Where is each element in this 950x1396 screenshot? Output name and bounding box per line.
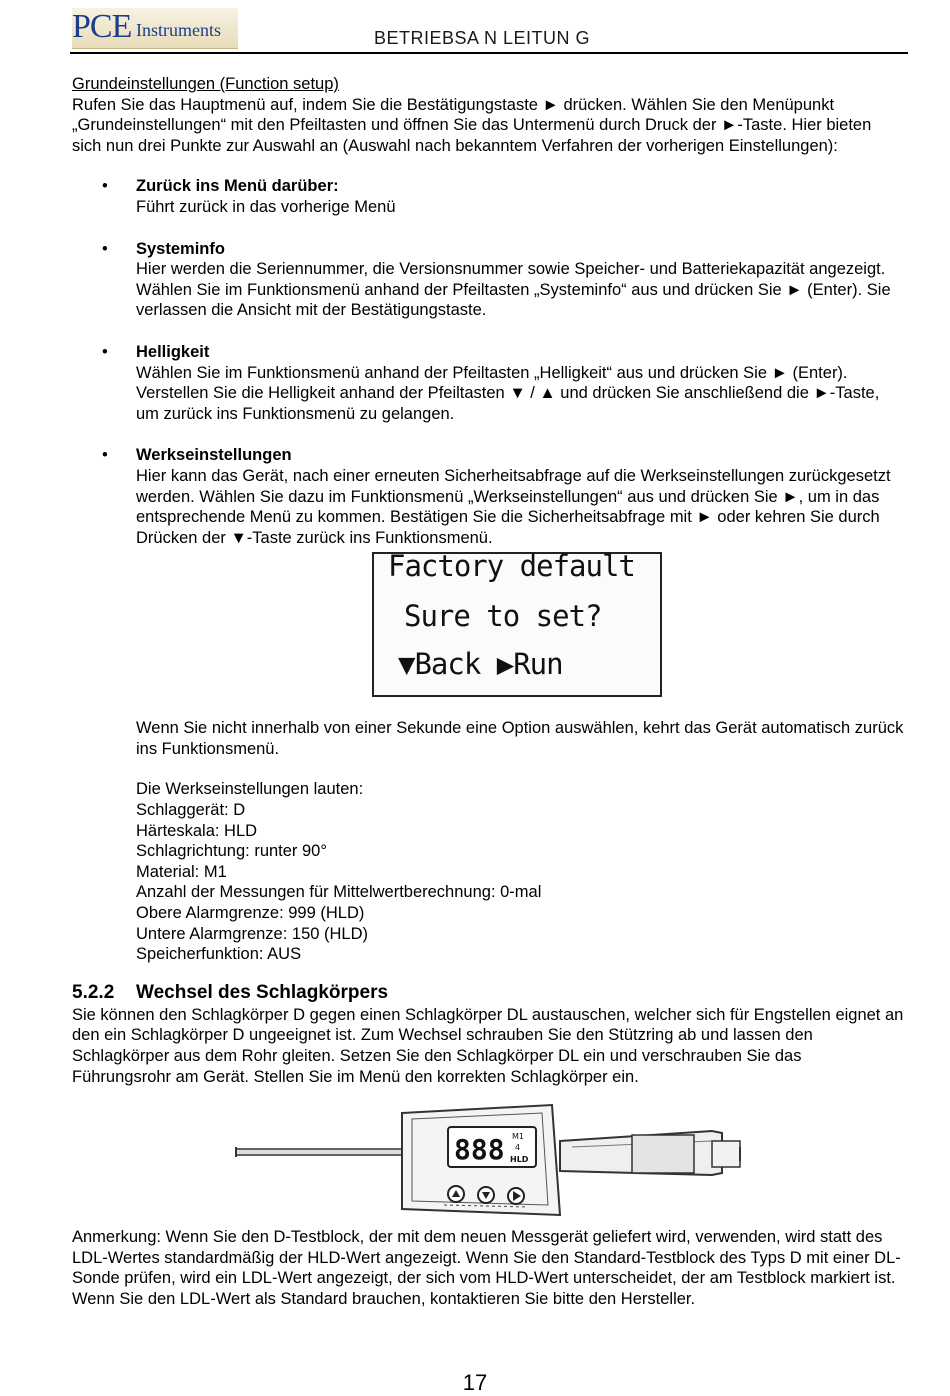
device-display-reading: 888 [454, 1133, 505, 1167]
note-paragraph: Anmerkung: Wenn Sie den D-Testblock, der mit dem neuen Messgerät geliefert wird, verwenden, wird statt des LDL-Wertes standardmäßig der HLD-Wert angezeigt. Wenn Sie den Standard-Testblock des Typs D mit einer DL-Sonde prüfen, wird ein LDL-Wert angezeigt, der sich vom HLD-Wert unterscheidet, der am Testblock markiert ist. Wenn Sie den LDL-Wert als Standard brauchen, kontaktieren Sie bitte den Hersteller. [72, 1228, 901, 1308]
list-item-title: Helligkeit [136, 342, 210, 361]
function-setup-intro: Rufen Sie das Hauptmenü auf, indem Sie die Bestätigungstaste ► drücken. Wählen Sie den Menüpunkt „Grundeinstellungen“ mit den Pfeiltasten und öffnen Sie das Untermenü durch Druck der ►-Taste. Hier bieten sich nun drei Punkte zur Auswahl an (Auswahl nach bekanntem Verfahren der vorherigen Einstellungen): [72, 95, 872, 155]
lcd-line-2: Sure to set? [404, 599, 602, 634]
default-setting: Material: M1 [136, 862, 227, 881]
list-item-back [72, 176, 904, 217]
hardness-tester-figure [72, 1101, 904, 1219]
bullet-icon: • [102, 239, 108, 258]
default-setting: Härteskala: HLD [136, 821, 258, 840]
list-item-text: Hier kann das Gerät, nach einer erneuten Sicherheitsabfrage auf die Werkseinstellungen zurückgesetzt werden. Wählen Sie dazu im Funktionsmenü „Werkseinstellungen“ aus und drücken Sie ►, um in das entsprechende Menü zu kommen. Bestätigen Sie die Sicherheitsabfrage mit ► oder kehren Sie durch Drücken der ▼-Taste zurück ins Funktionsmenü. [136, 466, 891, 547]
logo-instruments-text: Instruments [136, 20, 221, 40]
timeout-note: Wenn Sie nicht innerhalb von einer Sekunde eine Option auswählen, kehrt das Gerät automatisch zurück ins Funktionsmenü. [136, 719, 904, 758]
list-item-brightness [72, 342, 904, 424]
logo-pce-text: PCE [72, 8, 132, 45]
page-content [72, 74, 904, 1310]
lcd-figure [72, 549, 904, 697]
default-setting: Speicherfunktion: AUS [136, 945, 302, 964]
bullet-icon: • [102, 177, 108, 196]
section-5-2-2-body: Sie können den Schlagkörper D gegen einen Schlagkörper DL austauschen, welcher sich für Engstellen eignet an den ein Schlagkörper D ungeeignet ist. Zum Wechsel schrauben Sie den Stützring ab und lassen den Schlagkörper aus dem Rohr gleiten. Setzen Sie den Schlagkörper DL ein und verschrauben Sie das Führungsrohr am Gerät. Stellen Sie im Menü den korrekten Schlagkörper ein. [72, 1005, 904, 1086]
list-item-text: Wählen Sie im Funktionsmenü anhand der Pfeiltasten „Helligkeit“ aus und drücken Sie ► (Enter). Verstellen Sie die Helligkeit anhand der Pfeiltasten ▼ / ▲ und drücken Sie anschließend die ►-Taste, um zurück ins Funktionsmenü zu gelangen. [136, 363, 880, 423]
list-item-title: Werkseinstellungen [136, 446, 292, 465]
lcd-line-3: ▼Back ▶Run [398, 647, 563, 682]
pce-logo [72, 8, 238, 49]
function-setup-heading: Grundeinstellungen (Function setup) [72, 75, 339, 93]
default-setting: Schlagrichtung: runter 90° [136, 842, 327, 861]
document-title: BETRIEBSA N LEITUN G [374, 28, 591, 48]
default-setting: Anzahl der Messungen für Mittelwertberechnung: 0-mal [136, 883, 542, 902]
page-header [70, 8, 908, 54]
bullet-icon: • [102, 342, 108, 361]
list-item-systeminfo [72, 239, 904, 321]
list-item-text: Führt zurück in das vorherige Menü [136, 197, 396, 216]
device-display-unit: HLD [510, 1155, 529, 1165]
device-display-material: M1 [512, 1132, 524, 1142]
page-number: 17 [462, 1370, 488, 1395]
list-item-title: Zurück ins Menü darüber: [136, 177, 339, 196]
section-heading-5-2-2 [72, 981, 904, 1005]
bullet-icon: • [102, 446, 108, 465]
probe-rod [236, 1149, 404, 1155]
section-number: 5.2.2 [72, 981, 115, 1003]
tube-cap [712, 1141, 740, 1167]
support-ring [632, 1135, 694, 1173]
list-item-title: Systeminfo [136, 239, 225, 258]
device-display-count: 4 [515, 1143, 521, 1153]
list-item-text: Hier werden die Seriennummer, die Versionsnummer sowie Speicher- und Batteriekapazität angezeigt. Wählen Sie im Funktionsmenü anhand der Pfeiltasten „Systeminfo“ aus und drücken Sie ► (Enter). Sie verlassen die Ansicht mit der Bestätigungstaste. [136, 260, 891, 320]
default-setting: Obere Alarmgrenze: 999 (HLD) [136, 904, 365, 923]
lcd-line-1: Factory default [388, 549, 635, 584]
default-setting: Schlaggerät: D [136, 801, 246, 820]
defaults-heading: Die Werkseinstellungen lauten: [136, 780, 364, 799]
list-item-factory-settings [72, 445, 904, 548]
section-title: Wechsel des Schlagkörpers [136, 981, 389, 1003]
lcd-screen [372, 549, 662, 697]
default-setting: Untere Alarmgrenze: 150 (HLD) [136, 924, 369, 943]
hardness-tester-illustration [72, 1101, 904, 1219]
header-divider [70, 52, 908, 54]
